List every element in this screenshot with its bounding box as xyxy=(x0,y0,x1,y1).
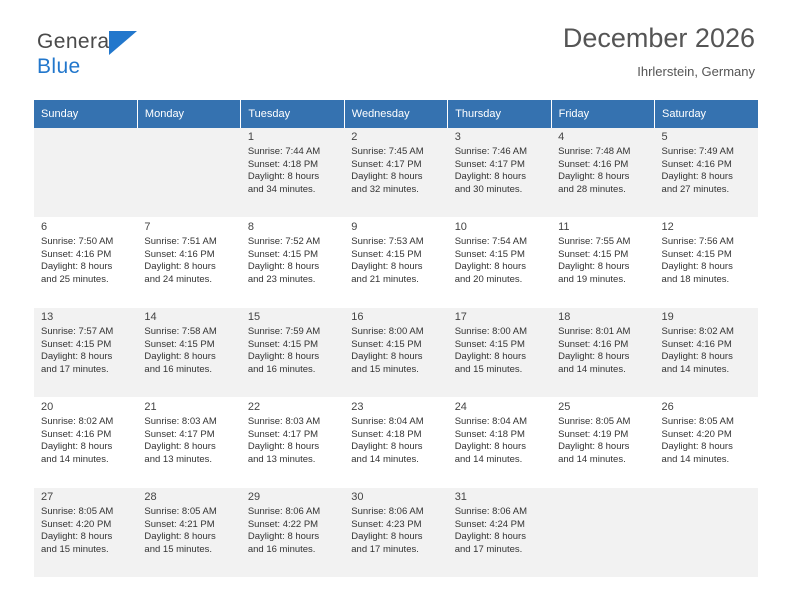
sunset-text: Sunset: 4:23 PM xyxy=(351,518,422,530)
day-number: 24 xyxy=(454,401,467,413)
daylight-text-line2: and 23 minutes. xyxy=(247,273,316,285)
logo-text-general: General xyxy=(37,30,115,53)
sunset-text: Sunset: 4:17 PM xyxy=(351,158,422,170)
sunrise-text: Sunrise: 7:56 AM xyxy=(661,236,734,248)
daylight-text-line2: and 34 minutes. xyxy=(247,183,316,195)
day-number: 18 xyxy=(558,311,571,323)
calendar-day-cell[interactable] xyxy=(551,128,654,218)
daylight-text-line1: Daylight: 8 hours xyxy=(454,441,526,453)
sunset-text: Sunset: 4:18 PM xyxy=(351,428,422,440)
day-number: 22 xyxy=(247,401,261,413)
page-header xyxy=(34,0,758,100)
day-number: 21 xyxy=(144,401,157,413)
sunset-text: Sunset: 4:20 PM xyxy=(661,428,732,440)
sunset-text: Sunset: 4:16 PM xyxy=(41,248,112,260)
calendar-day-cell[interactable] xyxy=(655,218,758,308)
day-number: 9 xyxy=(351,221,358,233)
daylight-text-line2: and 17 minutes. xyxy=(454,543,523,555)
sunrise-text: Sunrise: 8:01 AM xyxy=(558,326,631,338)
daylight-text-line2: and 16 minutes. xyxy=(247,363,316,375)
sunrise-text: Sunrise: 8:00 AM xyxy=(454,326,528,338)
page-title: December 2026 xyxy=(562,23,755,53)
sunrise-text: Sunrise: 7:44 AM xyxy=(247,146,321,158)
daylight-text-line2: and 27 minutes. xyxy=(661,183,730,195)
calendar-day-cell[interactable] xyxy=(241,218,344,308)
calendar-day-cell[interactable] xyxy=(655,398,758,488)
sunrise-text: Sunrise: 7:55 AM xyxy=(558,236,631,248)
logo-flag-icon xyxy=(109,31,137,55)
daylight-text-line1: Daylight: 8 hours xyxy=(247,351,320,363)
logo-text-blue: Blue xyxy=(37,55,81,78)
daylight-text-line1: Daylight: 8 hours xyxy=(351,441,423,453)
sunrise-text: Sunrise: 7:48 AM xyxy=(558,146,631,158)
sunset-text: Sunset: 4:16 PM xyxy=(661,158,732,170)
daylight-text-line2: and 16 minutes. xyxy=(144,363,213,375)
sunset-text: Sunset: 4:15 PM xyxy=(41,338,112,350)
calendar-week-row xyxy=(34,308,758,398)
daylight-text-line2: and 15 minutes. xyxy=(144,543,213,555)
sunset-text: Sunset: 4:15 PM xyxy=(558,248,629,260)
sunset-text: Sunset: 4:15 PM xyxy=(247,338,319,350)
calendar-empty-cell xyxy=(655,488,758,578)
weekday-header-saturday: Saturday xyxy=(655,100,758,128)
sunrise-text: Sunrise: 7:58 AM xyxy=(144,326,217,338)
weekday-header-friday: Friday xyxy=(551,100,654,128)
sunset-text: Sunset: 4:21 PM xyxy=(144,518,215,530)
daylight-text-line1: Daylight: 8 hours xyxy=(351,531,423,543)
calendar-day-cell[interactable] xyxy=(34,218,137,308)
calendar-day-cell[interactable] xyxy=(448,398,551,488)
sunrise-text: Sunrise: 8:06 AM xyxy=(454,506,528,518)
calendar-day-cell[interactable] xyxy=(137,218,240,308)
calendar-week-row xyxy=(34,398,758,488)
daylight-text-line1: Daylight: 8 hours xyxy=(661,261,733,273)
day-number: 31 xyxy=(454,491,467,503)
day-number: 13 xyxy=(41,311,54,323)
day-number: 20 xyxy=(41,401,54,413)
day-number: 8 xyxy=(247,221,254,233)
daylight-text-line1: Daylight: 8 hours xyxy=(144,441,216,453)
daylight-text-line1: Daylight: 8 hours xyxy=(661,351,733,363)
day-number: 27 xyxy=(41,491,54,503)
sunrise-text: Sunrise: 8:04 AM xyxy=(351,416,424,428)
day-number: 30 xyxy=(351,491,364,503)
daylight-text-line2: and 16 minutes. xyxy=(247,543,316,555)
sunrise-text: Sunrise: 8:03 AM xyxy=(247,416,321,428)
sunrise-text: Sunrise: 7:49 AM xyxy=(661,146,734,158)
calendar-empty-cell xyxy=(551,488,654,578)
calendar-table xyxy=(34,100,758,578)
sunset-text: Sunset: 4:15 PM xyxy=(454,248,525,260)
calendar-day-cell[interactable] xyxy=(448,488,551,578)
day-number: 28 xyxy=(144,491,157,503)
daylight-text-line1: Daylight: 8 hours xyxy=(41,351,113,363)
daylight-text-line2: and 21 minutes. xyxy=(351,273,419,285)
sunset-text: Sunset: 4:17 PM xyxy=(144,428,215,440)
calendar-day-cell[interactable] xyxy=(241,128,344,218)
sunrise-text: Sunrise: 8:05 AM xyxy=(661,416,734,428)
weekday-header-thursday: Thursday xyxy=(448,100,551,128)
calendar-day-cell[interactable] xyxy=(551,398,654,488)
sunrise-text: Sunrise: 8:02 AM xyxy=(41,416,114,428)
weekday-header-tuesday: Tuesday xyxy=(241,100,344,128)
title-block xyxy=(563,22,755,79)
day-number: 11 xyxy=(558,221,570,233)
calendar-day-cell[interactable] xyxy=(137,398,240,488)
sunset-text: Sunset: 4:16 PM xyxy=(41,428,112,440)
sunrise-text: Sunrise: 7:51 AM xyxy=(144,236,217,248)
day-number: 2 xyxy=(351,131,358,143)
calendar-day-cell[interactable] xyxy=(344,128,447,218)
daylight-text-line1: Daylight: 8 hours xyxy=(144,531,216,543)
day-number: 12 xyxy=(661,221,674,233)
daylight-text-line1: Daylight: 8 hours xyxy=(247,261,320,273)
sunrise-text: Sunrise: 8:05 AM xyxy=(41,506,114,518)
weekday-header-sunday: Sunday xyxy=(34,100,137,128)
calendar-day-cell[interactable] xyxy=(344,218,447,308)
daylight-text-line2: and 14 minutes. xyxy=(351,453,419,465)
daylight-text-line2: and 14 minutes. xyxy=(661,453,730,465)
daylight-text-line2: and 14 minutes. xyxy=(558,453,626,465)
sunset-text: Sunset: 4:16 PM xyxy=(558,158,629,170)
daylight-text-line1: Daylight: 8 hours xyxy=(454,351,526,363)
calendar-day-cell[interactable] xyxy=(241,488,344,578)
daylight-text-line1: Daylight: 8 hours xyxy=(351,261,423,273)
daylight-text-line1: Daylight: 8 hours xyxy=(144,261,216,273)
calendar-empty-cell xyxy=(34,128,137,218)
sunrise-text: Sunrise: 8:03 AM xyxy=(144,416,217,428)
daylight-text-line2: and 14 minutes. xyxy=(454,453,523,465)
daylight-text-line1: Daylight: 8 hours xyxy=(351,171,423,183)
calendar-day-cell[interactable] xyxy=(448,218,551,308)
sunrise-text: Sunrise: 7:45 AM xyxy=(351,146,424,158)
daylight-text-line1: Daylight: 8 hours xyxy=(351,351,423,363)
day-number: 23 xyxy=(351,401,364,413)
daylight-text-line2: and 25 minutes. xyxy=(41,273,109,285)
daylight-text-line2: and 18 minutes. xyxy=(661,273,730,285)
daylight-text-line1: Daylight: 8 hours xyxy=(558,351,630,363)
day-number: 6 xyxy=(41,221,48,233)
weekday-header-monday: Monday xyxy=(137,100,240,128)
calendar-day-cell[interactable] xyxy=(551,308,654,398)
calendar-day-cell[interactable] xyxy=(344,308,447,398)
daylight-text-line1: Daylight: 8 hours xyxy=(247,531,320,543)
sunset-text: Sunset: 4:20 PM xyxy=(41,518,112,530)
daylight-text-line2: and 30 minutes. xyxy=(454,183,523,195)
daylight-text-line1: Daylight: 8 hours xyxy=(144,351,216,363)
sunset-text: Sunset: 4:15 PM xyxy=(661,248,732,260)
sunrise-text: Sunrise: 8:04 AM xyxy=(454,416,528,428)
calendar-day-cell[interactable] xyxy=(344,488,447,578)
daylight-text-line1: Daylight: 8 hours xyxy=(661,171,733,183)
sunrise-text: Sunrise: 8:02 AM xyxy=(661,326,734,338)
daylight-text-line1: Daylight: 8 hours xyxy=(247,441,320,453)
sunset-text: Sunset: 4:15 PM xyxy=(247,248,319,260)
sunrise-text: Sunrise: 7:53 AM xyxy=(351,236,424,248)
day-number: 4 xyxy=(558,131,565,143)
day-number: 7 xyxy=(144,221,151,233)
daylight-text-line1: Daylight: 8 hours xyxy=(558,171,630,183)
calendar-day-cell[interactable] xyxy=(344,398,447,488)
day-number: 5 xyxy=(661,131,668,143)
daylight-text-line2: and 15 minutes. xyxy=(41,543,109,555)
day-number: 14 xyxy=(144,311,157,323)
daylight-text-line1: Daylight: 8 hours xyxy=(454,531,526,543)
sunrise-text: Sunrise: 7:46 AM xyxy=(454,146,528,158)
daylight-text-line2: and 19 minutes. xyxy=(558,273,626,285)
calendar-day-cell[interactable] xyxy=(137,488,240,578)
day-number: 29 xyxy=(247,491,261,503)
location-subtitle: Ihrlerstein, Germany xyxy=(637,64,755,79)
sunset-text: Sunset: 4:15 PM xyxy=(351,338,422,350)
sunrise-text: Sunrise: 8:06 AM xyxy=(247,506,321,518)
daylight-text-line1: Daylight: 8 hours xyxy=(41,261,113,273)
sunrise-text: Sunrise: 8:05 AM xyxy=(144,506,217,518)
calendar-day-cell[interactable] xyxy=(241,308,344,398)
day-number: 3 xyxy=(454,131,461,143)
daylight-text-line1: Daylight: 8 hours xyxy=(41,441,113,453)
logo xyxy=(37,30,237,85)
calendar-week-row xyxy=(34,128,758,218)
sunset-text: Sunset: 4:16 PM xyxy=(558,338,629,350)
sunset-text: Sunset: 4:17 PM xyxy=(247,428,319,440)
day-number: 16 xyxy=(351,311,364,323)
daylight-text-line2: and 15 minutes. xyxy=(454,363,523,375)
calendar-day-cell[interactable] xyxy=(655,308,758,398)
calendar-empty-cell xyxy=(137,128,240,218)
sunset-text: Sunset: 4:22 PM xyxy=(247,518,319,530)
day-number: 26 xyxy=(661,401,674,413)
daylight-text-line2: and 14 minutes. xyxy=(41,453,109,465)
day-number: 15 xyxy=(247,311,261,323)
calendar-day-cell[interactable] xyxy=(34,308,137,398)
day-number: 19 xyxy=(661,311,674,323)
calendar-day-cell[interactable] xyxy=(241,398,344,488)
daylight-text-line2: and 28 minutes. xyxy=(558,183,626,195)
calendar-day-cell[interactable] xyxy=(551,218,654,308)
daylight-text-line2: and 32 minutes. xyxy=(351,183,419,195)
sunset-text: Sunset: 4:17 PM xyxy=(454,158,525,170)
daylight-text-line2: and 17 minutes. xyxy=(351,543,419,555)
daylight-text-line2: and 14 minutes. xyxy=(558,363,626,375)
day-number: 17 xyxy=(454,311,467,323)
calendar-day-cell[interactable] xyxy=(34,398,137,488)
sunset-text: Sunset: 4:19 PM xyxy=(558,428,629,440)
daylight-text-line2: and 20 minutes. xyxy=(454,273,523,285)
sunrise-text: Sunrise: 7:59 AM xyxy=(247,326,321,338)
daylight-text-line2: and 24 minutes. xyxy=(144,273,213,285)
calendar-day-cell[interactable] xyxy=(448,128,551,218)
daylight-text-line2: and 14 minutes. xyxy=(661,363,730,375)
weekday-header-row xyxy=(34,100,758,128)
sunrise-text: Sunrise: 7:52 AM xyxy=(247,236,321,248)
sunset-text: Sunset: 4:15 PM xyxy=(144,338,215,350)
sunset-text: Sunset: 4:18 PM xyxy=(454,428,525,440)
calendar-day-cell[interactable] xyxy=(448,308,551,398)
weekday-header-wednesday: Wednesday xyxy=(344,100,447,128)
sunset-text: Sunset: 4:15 PM xyxy=(351,248,422,260)
day-number: 10 xyxy=(454,221,467,233)
sunrise-text: Sunrise: 8:05 AM xyxy=(558,416,631,428)
daylight-text-line2: and 15 minutes. xyxy=(351,363,419,375)
daylight-text-line1: Daylight: 8 hours xyxy=(558,261,630,273)
daylight-text-line1: Daylight: 8 hours xyxy=(454,171,526,183)
daylight-text-line1: Daylight: 8 hours xyxy=(41,531,113,543)
sunrise-text: Sunrise: 7:54 AM xyxy=(454,236,528,248)
daylight-text-line1: Daylight: 8 hours xyxy=(247,171,320,183)
sunset-text: Sunset: 4:24 PM xyxy=(454,518,525,530)
sunset-text: Sunset: 4:16 PM xyxy=(144,248,215,260)
day-number: 25 xyxy=(558,401,571,413)
calendar-day-cell[interactable] xyxy=(137,308,240,398)
calendar-week-row xyxy=(34,218,758,308)
daylight-text-line2: and 13 minutes. xyxy=(144,453,213,465)
sunset-text: Sunset: 4:15 PM xyxy=(454,338,525,350)
calendar-day-cell[interactable] xyxy=(655,128,758,218)
day-number: 1 xyxy=(247,131,254,143)
sunrise-text: Sunrise: 8:00 AM xyxy=(351,326,424,338)
sunrise-text: Sunrise: 7:50 AM xyxy=(41,236,114,248)
daylight-text-line1: Daylight: 8 hours xyxy=(454,261,526,273)
sunrise-text: Sunrise: 7:57 AM xyxy=(41,326,114,338)
calendar-week-row xyxy=(34,488,758,578)
sunrise-text: Sunrise: 8:06 AM xyxy=(351,506,424,518)
daylight-text-line1: Daylight: 8 hours xyxy=(558,441,630,453)
calendar-day-cell[interactable] xyxy=(34,488,137,578)
sunset-text: Sunset: 4:18 PM xyxy=(247,158,319,170)
daylight-text-line2: and 17 minutes. xyxy=(41,363,109,375)
daylight-text-line1: Daylight: 8 hours xyxy=(661,441,733,453)
sunset-text: Sunset: 4:16 PM xyxy=(661,338,732,350)
daylight-text-line2: and 13 minutes. xyxy=(247,453,316,465)
